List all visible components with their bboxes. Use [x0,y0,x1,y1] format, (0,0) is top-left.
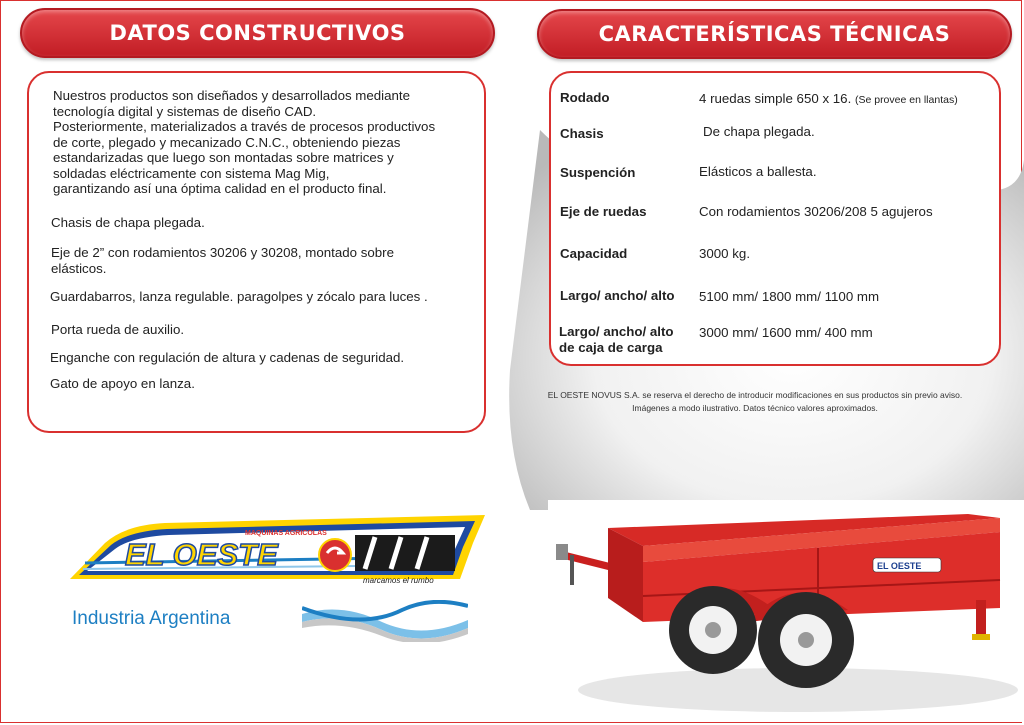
feature-item: Enganche con regulación de altura y cadenas de seguridad. [50,350,405,365]
spec-label-line: de caja de carga [559,340,663,355]
spec-value-largo: 5100 mm/ 1800 mm/ 1100 mm [699,289,880,304]
trailer-decal: EL OESTE [877,561,922,571]
disclaimer [512,389,998,415]
feature-item: elásticos. [51,261,107,276]
disclaimer-line: EL OESTE NOVUS S.A. se reserva el derecho de introducir modificaciones en sus productos sin previo aviso. [547,390,963,400]
el-oeste-logo [65,513,495,593]
spec-value-chasis: De chapa plegada. [703,124,815,139]
description-line: Nuestros productos son diseñados y desarrollados mediante [53,88,411,103]
argentina-flag-wave [302,600,468,642]
description-paragraph [53,88,483,197]
datos-constructivos-header [20,8,495,58]
spec-label-rodado: Rodado [560,90,610,105]
caracteristicas-tecnicas-header [537,9,1012,59]
spec-value-caja: 3000 mm/ 1600 mm/ 400 mm [699,325,873,340]
description-line: estandarizadas que luego son montadas sobre matrices y [53,150,394,165]
spec-value-eje: Con rodamientos 30206/208 5 agujeros [699,204,933,219]
spec-label-capacidad: Capacidad [560,246,628,261]
spec-value-text: 4 ruedas simple 650 x 16. [699,91,852,106]
description-line: soldadas eléctricamente con sistema Mag Mig, [53,165,330,181]
feature-item: Guardabarros, lanza regulable. paragolpes y zócalo para luces . [50,289,428,304]
logo-brand-text: EL OESTE [125,537,278,572]
spec-label-chasis: Chasis [560,126,604,141]
description-line: garantizando así una óptima calidad en el producto final. [53,181,387,196]
spec-label-line: Largo/ ancho/ alto [559,324,674,339]
feature-item: Eje de 2” con rodamientos 30206 y 30208, montado sobre [51,245,394,260]
feature-item: Chasis de chapa plegada. [51,215,205,230]
spec-label-caja [559,324,674,356]
logo-slogan: marcamos el rumbo [363,576,434,585]
feature-item: Gato de apoyo en lanza. [50,376,195,391]
spec-label-largo: Largo/ ancho/ alto [560,288,675,303]
logo-top-text: MAQUINAS AGRICOLAS [245,530,327,537]
header-title: DATOS CONSTRUCTIVOS [109,21,406,45]
feature-item: Porta rueda de auxilio. [51,322,185,337]
description-line: tecnología digital y sistemas de diseño CAD. [53,103,317,119]
description-line: de corte, plegado y mecanizado C.N.C., obteniendo piezas [53,134,401,150]
description-line: Posteriormente, materializados a través de procesos productivos [53,119,436,134]
spec-label-eje: Eje de ruedas [560,204,647,219]
spec-value-suspension: Elásticos a ballesta. [699,164,817,179]
industria-argentina-text: Industria Argentina [72,608,231,629]
spec-value-rodado [699,91,958,108]
spec-value-capacidad: 3000 kg. [699,246,751,261]
header-title: CARACTERÍSTICAS TÉCNICAS [598,22,951,46]
spec-note: (Se provee en llantas) [854,94,958,106]
trailer-photo [548,500,1024,722]
disclaimer-line: Imágenes a modo ilustrativo. Datos técnico valores aproximados. [632,403,878,413]
spec-label-suspension: Suspención [560,165,636,180]
